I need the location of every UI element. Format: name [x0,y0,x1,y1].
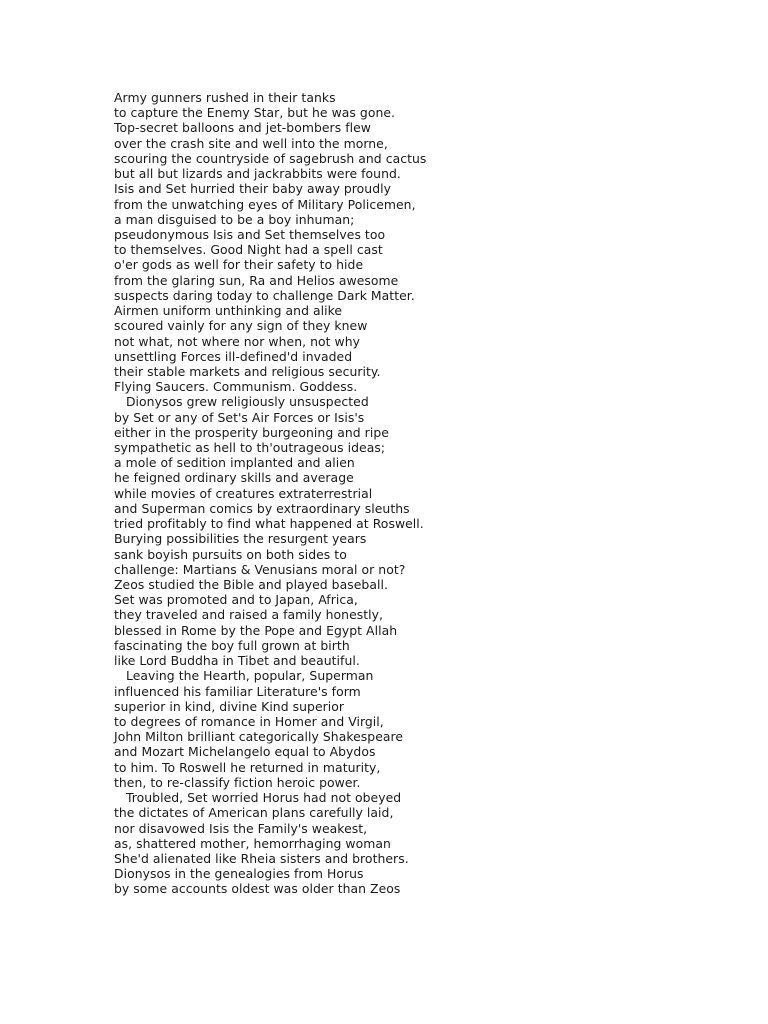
poem-line: fascinating the boy full grown at birth [114,637,350,653]
poem-line: either in the prosperity burgeoning and ripe [114,424,389,440]
poem-line: nor disavowed Isis the Family's weakest, [114,820,368,836]
poem-line: Airmen uniform unthinking and alike [114,303,343,319]
poem-line: like Lord Buddha in Tibet and beautiful. [114,653,360,669]
poem-line: influenced his familiar Literature's form [114,683,361,699]
poem-line: John Milton brilliant categorically Shakespeare [114,729,404,745]
poem-line: o'er gods as well for their safety to hide [114,257,364,273]
poem-line: Isis and Set hurried their baby away proudly [114,181,391,197]
poem-line: Army gunners rushed in their tanks [114,90,336,105]
poem-line: by Set or any of Set's Air Forces or Isis's [114,409,365,425]
poem-line: Zeos studied the Bible and played baseball. [114,577,388,592]
poem-line: a man disguised to be a boy inhuman; [114,211,355,227]
poem-line: suspects daring today to challenge Dark Matter. [114,287,415,303]
poem-line: pseudonymous Isis and Set themselves too [114,226,386,242]
poem-line: Dionysos in the genealogies from Horus [114,866,364,882]
poem-line: the dictates of American plans carefully laid, [114,805,394,821]
poem-line: a mole of sedition implanted and alien [114,455,355,471]
poem-line: from the unwatching eyes of Military Policemen, [114,196,416,212]
poem-line: Burying possibilities the resurgent years [114,531,367,547]
poem-line: sympathetic as hell to th'outrageous ideas; [114,440,386,456]
poem-line: while movies of creatures extraterrestrial [114,485,373,501]
poem-line: Top-secret balloons and jet-bombers flew [114,120,371,136]
poem-line: sank boyish pursuits on both sides to [114,546,347,562]
poem-line: Dionysos grew religiously unsuspected [114,394,369,410]
poem-line: Set was promoted and to Japan, Africa, [114,592,358,608]
poem-line: from the glaring sun, Ra and Helios awesome [114,272,399,288]
poem-line: and Mozart Michelangelo equal to Abydos [114,744,376,760]
poem-line: tried profitably to find what happened at Roswell. [114,516,424,532]
poem-line: Leaving the Hearth, popular, Superman [114,668,374,684]
poem-line: blessed in Rome by the Pope and Egypt Allah [114,622,398,638]
poem-line: She'd alienated like Rheia sisters and brothers. [114,850,409,866]
poem-line: scouring the countryside of sagebrush and cactus [114,150,427,166]
poem-line: as, shattered mother, hemorrhaging woman [114,835,391,851]
poem-line: to capture the Enemy Star, but he was gone. [114,105,396,121]
poem-line: by some accounts oldest was older than Zeos [114,881,401,897]
poem-line: they traveled and raised a family honestly, [114,607,384,623]
poem-line: over the crash site and well into the morne, [114,135,388,151]
poem-line: Flying Saucers. Communism. Goddess. [114,379,358,395]
poem-line: then, to re-classify fiction heroic power. [114,774,361,790]
poem-line: but all but lizards and jackrabbits were found. [114,166,401,182]
poem-line: unsettling Forces ill-defined'd invaded [114,348,353,364]
poem-line: and Superman comics by extraordinary sleuths [114,500,410,516]
poem-line: he feigned ordinary skills and average [114,470,354,486]
poem-line: not what, not where nor when, not why [114,333,360,349]
poem-line: superior in kind, divine Kind superior [114,698,345,714]
poem-line: their stable markets and religious security. [114,363,381,379]
poem-line: to him. To Roswell he returned in maturity, [114,759,381,775]
poem-line: Troubled, Set worried Horus had not obeyed [114,790,402,806]
poem-line: challenge: Martians & Venusians moral or not? [114,561,406,577]
poem-line: to degrees of romance in Homer and Virgil, [114,713,384,729]
poem-text [114,90,714,897]
poem-line: to themselves. Good Night had a spell cast [114,242,383,258]
poem-line: scoured vainly for any sign of they knew [114,318,368,334]
